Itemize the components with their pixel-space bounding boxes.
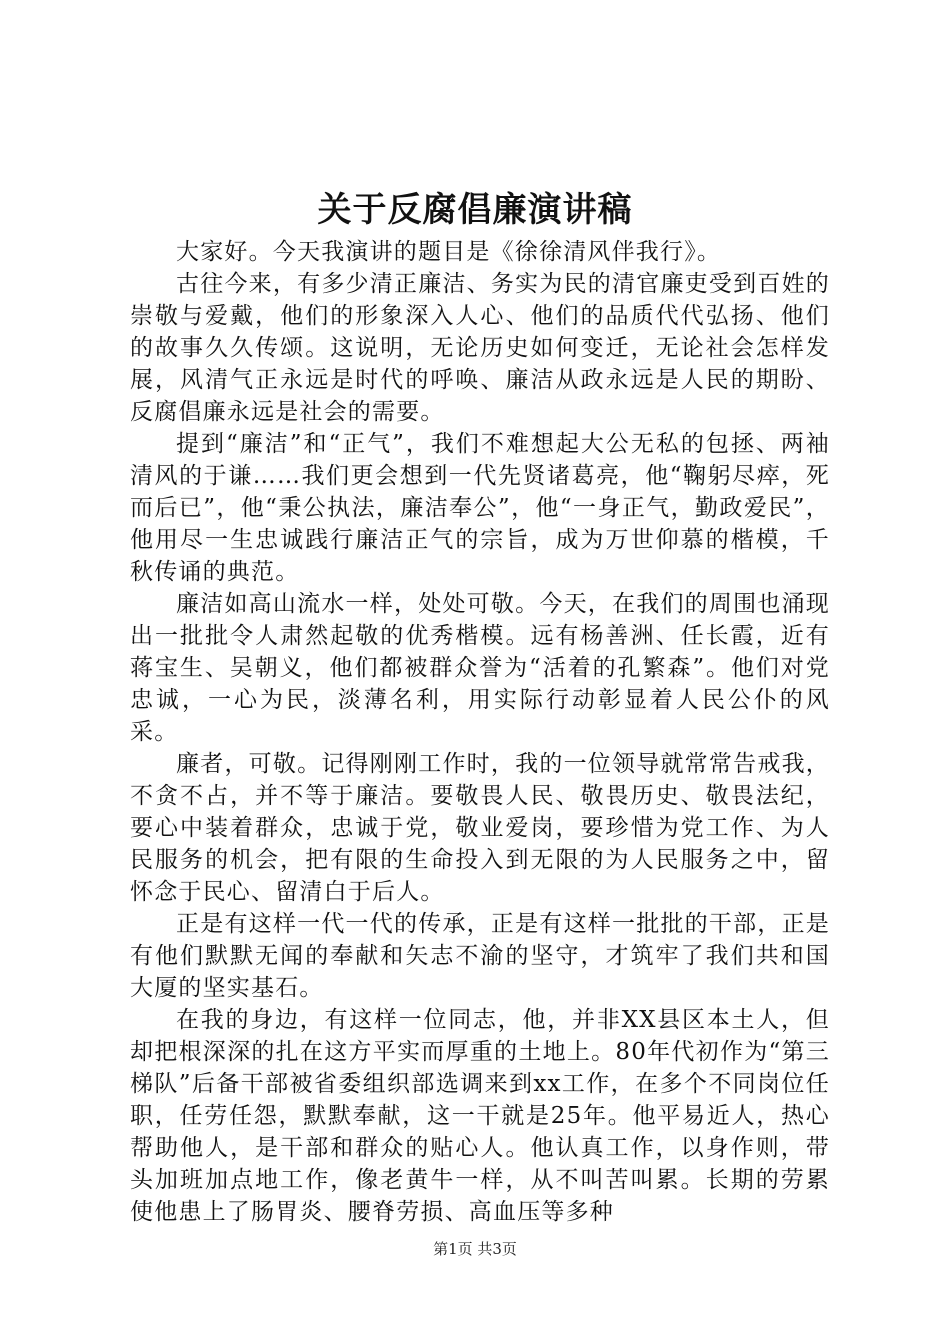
paragraph-legacy: 正是有这样一代一代的传承，正是有这样一批批的干部，正是有他们默默无闻的奉献和矢志不渝的坚守，才筑牢了我们共和国大厦的坚实基石。 xyxy=(130,911,830,1001)
paragraph-leader-advice: 廉者，可敬。记得刚刚工作时，我的一位领导就常常告戒我，不贪不占，并不等于廉洁。要敬畏人民、敬畏历史、敬畏法纪，要心中装着群众，忠诚于党，敬业爱岗，要珍惜为党工作、为人民服务的机会，把有限的生命投入到无限的为人民服务之中，留怀念于民心、留清白于后人。 xyxy=(130,751,830,905)
paragraph-colleague: 在我的身边，有这样一位同志，他，并非XX县区本土人，但却把根深深的扎在这方平实而厚重的土地上。80年代初作为“第三梯队”后备干部被省委组织部选调来到xx工作，在多个不同岗位任职，任劳任怨，默默奉献，这一干就是25年。他平易近人，热心帮助他人，是干部和群众的贴心人。他认真工作，以身作则，带头加班加点地工作，像老黄牛一样，从不叫苦叫累。长期的劳累使他患上了肠胃炎、腰脊劳损、高血压等多种 xyxy=(130,1007,830,1225)
page-number-footer: 第1页 共3页 xyxy=(433,1240,517,1258)
paragraph-greeting: 大家好。今天我演讲的题目是《徐徐清风伴我行》。 xyxy=(176,239,722,265)
paragraph-history: 古往今来，有多少清正廉洁、务实为民的清官廉吏受到百姓的崇敬与爱戴，他们的形象深入人心、他们的品质代代弘扬、他们的故事久久传颂。这说明，无论历史如何变迁，无论社会怎样发展，风清气正永远是时代的呼唤、廉洁从政永远是人民的期盼、反腐倡廉永远是社会的需要。 xyxy=(130,271,830,425)
paragraph-models: 廉洁如高山流水一样，处处可敬。今天，在我们的周围也涌现出一批批令人肃然起敬的优秀楷模。远有杨善洲、任长霞，近有蒋宝生、吴朝义，他们都被群众誉为“活着的孔繁森”。他们对党忠诚，一心为民，淡薄名利，用实际行动彰显着人民公仆的风采。 xyxy=(130,591,830,745)
document-body xyxy=(130,236,830,1228)
paragraph-examples: 提到“廉洁”和“正气”，我们不难想起大公无私的包拯、两袖清风的于谦……我们更会想到一代先贤诸葛亮，他“鞠躬尽瘁，死而后已”，他“秉公执法，廉洁奉公”，他“一身正气，勤政爱民”，他用尽一生忠诚践行廉洁正气的宗旨，成为万世仰慕的楷模，千秋传诵的典范。 xyxy=(130,431,830,585)
document-title: 关于反腐倡廉演讲稿 xyxy=(317,190,633,230)
